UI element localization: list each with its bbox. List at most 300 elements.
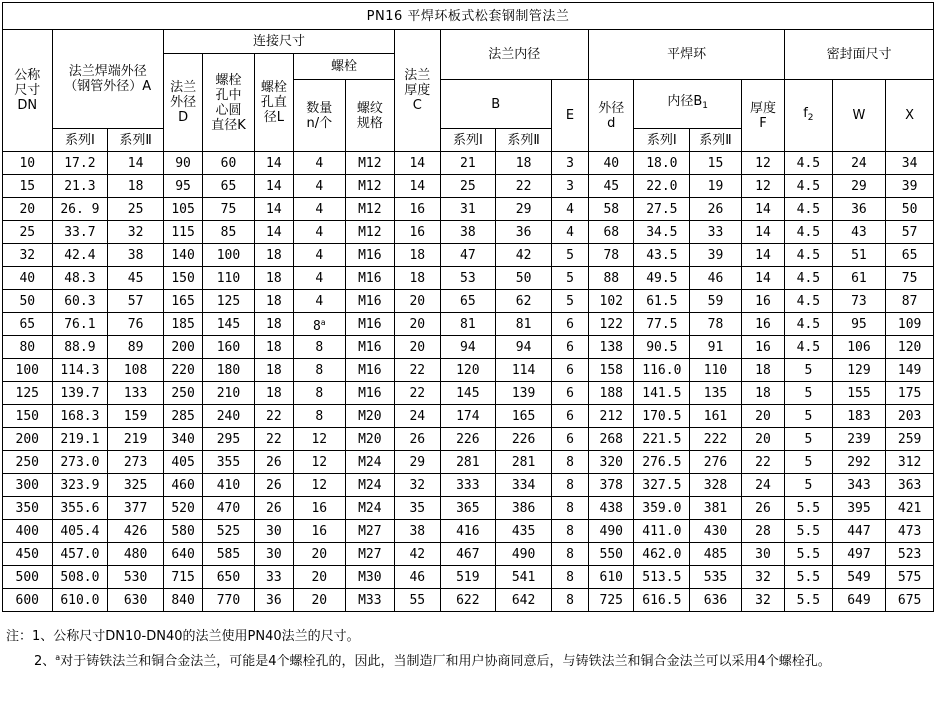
table-cell: 363	[886, 474, 934, 497]
table-cell: 421	[886, 497, 934, 520]
table-cell: 490	[589, 520, 634, 543]
table-cell: 26	[254, 474, 293, 497]
table-cell: 68	[589, 221, 634, 244]
table-cell: 28	[741, 520, 784, 543]
table-cell: 76	[108, 313, 164, 336]
table-title: PN16 平焊环板式松套钢制管法兰	[3, 3, 934, 30]
header-bolt-thread: 螺纹规格	[345, 80, 395, 152]
table-cell: 411.0	[634, 520, 690, 543]
table-cell: 45	[108, 267, 164, 290]
table-cell: 62	[496, 290, 552, 313]
note-2-prefix: 2、	[34, 654, 56, 669]
table-row	[3, 405, 934, 428]
table-cell: 725	[589, 589, 634, 612]
table-cell: 12	[293, 451, 345, 474]
table-row	[3, 175, 934, 198]
header-dn: 公称尺寸DN	[3, 30, 53, 152]
table-cell: 675	[886, 589, 934, 612]
table-cell: 18	[741, 359, 784, 382]
table-cell: 77.5	[634, 313, 690, 336]
table-cell: 33	[690, 221, 742, 244]
table-cell: 14	[741, 267, 784, 290]
table-cell: 8	[551, 543, 588, 566]
table-cell: 18	[395, 244, 440, 267]
table-cell: M20	[345, 428, 395, 451]
table-cell: 405.4	[52, 520, 108, 543]
table-cell: 110	[203, 267, 255, 290]
table-cell: 480	[108, 543, 164, 566]
table-cell: 183	[832, 405, 886, 428]
table-cell: 75	[203, 198, 255, 221]
table-cell: 12	[741, 175, 784, 198]
table-cell: 29	[496, 198, 552, 221]
table-cell: 81	[496, 313, 552, 336]
table-cell: 20	[741, 405, 784, 428]
header-f: 厚度F	[741, 80, 784, 152]
table-cell: 165	[496, 405, 552, 428]
table-cell: 22	[254, 428, 293, 451]
table-cell: 18	[254, 336, 293, 359]
table-cell: 49.5	[634, 267, 690, 290]
table-cell: 36	[254, 589, 293, 612]
table-cell: 473	[886, 520, 934, 543]
table-cell: 40	[3, 267, 53, 290]
table-cell: 462.0	[634, 543, 690, 566]
table-cell: 416	[440, 520, 496, 543]
table-cell: 16	[293, 520, 345, 543]
table-cell: 5.5	[785, 497, 832, 520]
table-cell: 24	[832, 152, 886, 175]
table-cell: 59	[690, 290, 742, 313]
table-cell: 325	[108, 474, 164, 497]
table-cell: 26	[395, 428, 440, 451]
table-cell: 21.3	[52, 175, 108, 198]
header-a-series2: 系列Ⅱ	[108, 129, 164, 152]
table-cell: 65	[886, 244, 934, 267]
table-cell: 18	[254, 313, 293, 336]
table-cell: 16	[741, 336, 784, 359]
table-cell: 715	[163, 566, 202, 589]
table-cell: 50	[496, 267, 552, 290]
table-cell: 580	[163, 520, 202, 543]
table-cell: 32	[741, 566, 784, 589]
note-1: 注：1、公称尺寸DN10-DN40的法兰使用PN40法兰的尺寸。	[6, 629, 360, 644]
table-cell: 180	[203, 359, 255, 382]
table-cell: 4.5	[785, 198, 832, 221]
header-inner: 法兰内径	[440, 30, 589, 80]
table-row	[3, 336, 934, 359]
table-cell: 18	[254, 382, 293, 405]
table-cell: 115	[163, 221, 202, 244]
header-w: W	[832, 80, 886, 152]
table-cell: 8	[551, 589, 588, 612]
table-row	[3, 474, 934, 497]
table-cell: 6	[551, 313, 588, 336]
table-cell: 78	[690, 313, 742, 336]
table-cell: 259	[886, 428, 934, 451]
table-cell: 5.5	[785, 589, 832, 612]
table-cell: 4.5	[785, 267, 832, 290]
table-cell: 5.5	[785, 543, 832, 566]
table-row	[3, 428, 934, 451]
table-cell: 4.5	[785, 244, 832, 267]
table-cell: 219.1	[52, 428, 108, 451]
table-cell: 61.5	[634, 290, 690, 313]
table-cell: M16	[345, 313, 395, 336]
table-cell: 18	[254, 267, 293, 290]
table-cell: 80	[3, 336, 53, 359]
header-b1-series2: 系列Ⅱ	[690, 129, 742, 152]
table-cell: 29	[395, 451, 440, 474]
table-cell: 100	[203, 244, 255, 267]
table-cell: M20	[345, 405, 395, 428]
table-cell: 114.3	[52, 359, 108, 382]
table-row	[3, 198, 934, 221]
table-cell: 26	[741, 497, 784, 520]
table-cell: 46	[395, 566, 440, 589]
table-cell: 333	[440, 474, 496, 497]
table-cell: 158	[589, 359, 634, 382]
table-cell: 170.5	[634, 405, 690, 428]
table-cell: 42	[496, 244, 552, 267]
table-cell: 150	[163, 267, 202, 290]
table-cell: 108	[108, 359, 164, 382]
table-cell: 33.7	[52, 221, 108, 244]
table-cell: 250	[163, 382, 202, 405]
table-cell: 114	[496, 359, 552, 382]
note-2	[6, 647, 930, 672]
table-cell: 6	[551, 382, 588, 405]
table-cell: 240	[203, 405, 255, 428]
table-cell: 168.3	[52, 405, 108, 428]
table-cell: 541	[496, 566, 552, 589]
table-cell: 102	[589, 290, 634, 313]
table-cell: 174	[440, 405, 496, 428]
table-cell: 281	[440, 451, 496, 474]
table-row	[3, 313, 934, 336]
table-cell: 21	[440, 152, 496, 175]
table-cell: 76.1	[52, 313, 108, 336]
table-row	[3, 543, 934, 566]
table-cell: 327.5	[634, 474, 690, 497]
table-cell: 4	[293, 152, 345, 175]
table-cell: 91	[690, 336, 742, 359]
table-cell: 160	[203, 336, 255, 359]
table-cell: 19	[690, 175, 742, 198]
table-cell: 90.5	[634, 336, 690, 359]
table-cell: 17.2	[52, 152, 108, 175]
table-cell: 46	[690, 267, 742, 290]
table-cell: 60.3	[52, 290, 108, 313]
table-cell: M24	[345, 474, 395, 497]
table-cell: 549	[832, 566, 886, 589]
table-cell: 133	[108, 382, 164, 405]
table-cell: 20	[293, 566, 345, 589]
table-cell: M12	[345, 175, 395, 198]
table-cell: 159	[108, 405, 164, 428]
table-cell: 616.5	[634, 589, 690, 612]
table-cell: 90	[163, 152, 202, 175]
header-b1	[634, 80, 741, 129]
table-cell: 8	[551, 474, 588, 497]
table-cell: 15	[3, 175, 53, 198]
header-l: 螺栓孔直径L	[254, 54, 293, 152]
table-cell: 125	[3, 382, 53, 405]
table-cell: 585	[203, 543, 255, 566]
table-cell: 25	[3, 221, 53, 244]
table-cell: 139	[496, 382, 552, 405]
header-x: X	[886, 80, 934, 152]
table-cell: 145	[203, 313, 255, 336]
table-cell: 381	[690, 497, 742, 520]
table-cell: 18	[496, 152, 552, 175]
table-cell: 32	[108, 221, 164, 244]
header-a-group: 法兰焊端外径（钢管外径）A	[52, 30, 163, 129]
table-cell: 435	[496, 520, 552, 543]
table-cell: 5	[785, 405, 832, 428]
table-cell: 4.5	[785, 175, 832, 198]
table-cell: 40	[589, 152, 634, 175]
table-cell: 42	[395, 543, 440, 566]
table-cell: M16	[345, 267, 395, 290]
table-cell: 5	[551, 290, 588, 313]
table-cell: 395	[832, 497, 886, 520]
table-cell: M12	[345, 221, 395, 244]
header-f2-sub: 2	[807, 112, 814, 123]
table-cell: 610	[589, 566, 634, 589]
table-cell: 4	[551, 221, 588, 244]
table-cell: 5	[785, 474, 832, 497]
table-cell: 22.0	[634, 175, 690, 198]
table-cell: M16	[345, 382, 395, 405]
table-cell: 4	[293, 244, 345, 267]
table-cell: 575	[886, 566, 934, 589]
table-cell: 20	[395, 313, 440, 336]
table-cell: 16	[293, 497, 345, 520]
table-cell: 4	[293, 267, 345, 290]
header-connection: 连接尺寸	[163, 30, 394, 54]
table-cell: 485	[690, 543, 742, 566]
table-cell: 276.5	[634, 451, 690, 474]
table-row	[3, 359, 934, 382]
table-cell: 26. 9	[52, 198, 108, 221]
table-cell: 38	[108, 244, 164, 267]
table-cell: M12	[345, 198, 395, 221]
table-cell: 4	[551, 198, 588, 221]
table-cell: 161	[690, 405, 742, 428]
table-cell: 120	[886, 336, 934, 359]
table-cell: 273	[108, 451, 164, 474]
table-cell: 18	[254, 244, 293, 267]
header-ring: 平焊环	[589, 30, 785, 80]
table-cell: M33	[345, 589, 395, 612]
table-cell: 530	[108, 566, 164, 589]
table-cell: 8	[551, 497, 588, 520]
table-cell: 276	[690, 451, 742, 474]
table-cell: 45	[589, 175, 634, 198]
table-cell: 22	[741, 451, 784, 474]
table-cell: 14	[254, 198, 293, 221]
table-cell: 34.5	[634, 221, 690, 244]
table-cell: 61	[832, 267, 886, 290]
table-cell: 8$^a$	[293, 313, 345, 336]
table-cell: M24	[345, 451, 395, 474]
table-cell: 200	[163, 336, 202, 359]
table-cell: 155	[832, 382, 886, 405]
table-cell: 87	[886, 290, 934, 313]
table-cell: 14	[741, 198, 784, 221]
table-cell: 42.4	[52, 244, 108, 267]
table-cell: 600	[3, 589, 53, 612]
table-cell: 185	[163, 313, 202, 336]
table-cell: 343	[832, 474, 886, 497]
table-cell: 20	[395, 290, 440, 313]
table-cell: 65	[440, 290, 496, 313]
table-cell: 5.5	[785, 566, 832, 589]
table-cell: 3	[551, 152, 588, 175]
table-cell: 14	[395, 175, 440, 198]
table-cell: 8	[551, 520, 588, 543]
table-cell: 650	[203, 566, 255, 589]
table-cell: 430	[690, 520, 742, 543]
table-cell: 8	[551, 451, 588, 474]
table-cell: 145	[440, 382, 496, 405]
table-cell: 125	[203, 290, 255, 313]
table-cell: 73	[832, 290, 886, 313]
footnote-mark: a	[320, 317, 326, 327]
table-cell: 32	[3, 244, 53, 267]
table-cell: 24	[741, 474, 784, 497]
table-cell: 519	[440, 566, 496, 589]
header-k: 螺栓孔中心圆直径K	[203, 54, 255, 152]
notes	[6, 626, 930, 672]
table-cell: 4.5	[785, 313, 832, 336]
table-cell: 203	[886, 405, 934, 428]
table-cell: 14	[254, 221, 293, 244]
table-cell: 100	[3, 359, 53, 382]
table-cell: 50	[3, 290, 53, 313]
table-cell: 355.6	[52, 497, 108, 520]
table-cell: 14	[741, 244, 784, 267]
table-cell: 334	[496, 474, 552, 497]
table-cell: 355	[203, 451, 255, 474]
table-cell: 106	[832, 336, 886, 359]
table-body	[3, 152, 934, 612]
table-cell: 116.0	[634, 359, 690, 382]
table-cell: 30	[254, 520, 293, 543]
flange-spec-table	[2, 2, 934, 612]
table-cell: 33	[254, 566, 293, 589]
header-b-series1: 系列Ⅰ	[440, 129, 496, 152]
table-cell: 405	[163, 451, 202, 474]
table-cell: M27	[345, 543, 395, 566]
table-cell: 5	[785, 428, 832, 451]
table-cell: 89	[108, 336, 164, 359]
table-cell: 149	[886, 359, 934, 382]
table-cell: 4	[293, 290, 345, 313]
table-cell: 328	[690, 474, 742, 497]
table-cell: 467	[440, 543, 496, 566]
table-cell: 636	[690, 589, 742, 612]
table-cell: 4.5	[785, 152, 832, 175]
note-2-text: 对于铸铁法兰和铜合金法兰，可能是4个螺栓孔的，因此，当制造厂和用户协商同意后，与铸铁法兰和铜合金法兰可以采用4个螺栓孔。	[60, 654, 831, 669]
table-cell: 5	[785, 359, 832, 382]
table-cell: 35	[395, 497, 440, 520]
table-cell: 55	[395, 589, 440, 612]
table-cell: 226	[496, 428, 552, 451]
note-2-mark: a	[55, 653, 61, 662]
table-cell: 300	[3, 474, 53, 497]
table-cell: 622	[440, 589, 496, 612]
table-cell: 378	[589, 474, 634, 497]
table-cell: 610.0	[52, 589, 108, 612]
table-cell: 20	[293, 589, 345, 612]
table-cell: 57	[108, 290, 164, 313]
table-cell: 457.0	[52, 543, 108, 566]
table-cell: 75	[886, 267, 934, 290]
table-cell: 5	[785, 451, 832, 474]
header-ring-d: 外径d	[589, 80, 634, 152]
table-cell: 535	[690, 566, 742, 589]
table-cell: 30	[741, 543, 784, 566]
table-cell: 221.5	[634, 428, 690, 451]
table-cell: 14	[108, 152, 164, 175]
table-cell: 120	[440, 359, 496, 382]
table-cell: 39	[886, 175, 934, 198]
table-cell: 5	[551, 267, 588, 290]
table-cell: 359.0	[634, 497, 690, 520]
table-cell: 6	[551, 336, 588, 359]
table-cell: 500	[3, 566, 53, 589]
table-row	[3, 290, 934, 313]
header-e: E	[551, 80, 588, 152]
table-cell: 200	[3, 428, 53, 451]
table-cell: 450	[3, 543, 53, 566]
table-cell: 27.5	[634, 198, 690, 221]
header-b-series2: 系列Ⅱ	[496, 129, 552, 152]
table-cell: M30	[345, 566, 395, 589]
table-cell: 22	[254, 405, 293, 428]
table-cell: 320	[589, 451, 634, 474]
table-cell: 292	[832, 451, 886, 474]
table-cell: 14	[741, 221, 784, 244]
header-bolt-qty: 数量n/个	[293, 80, 345, 152]
table-cell: 770	[203, 589, 255, 612]
table-cell: 312	[886, 451, 934, 474]
table-cell: 22	[395, 359, 440, 382]
table-cell: 32	[395, 474, 440, 497]
table-cell: 4.5	[785, 336, 832, 359]
table-cell: 65	[203, 175, 255, 198]
table-cell: 60	[203, 152, 255, 175]
table-cell: 5	[785, 382, 832, 405]
table-cell: 250	[3, 451, 53, 474]
table-cell: 219	[108, 428, 164, 451]
table-cell: 4	[293, 221, 345, 244]
table-cell: 135	[690, 382, 742, 405]
table-row	[3, 589, 934, 612]
table-cell: 840	[163, 589, 202, 612]
table-cell: 88	[589, 267, 634, 290]
table-cell: 5.5	[785, 520, 832, 543]
header-c: 法兰厚度C	[395, 30, 440, 152]
header-d-flange: 法兰外径D	[163, 54, 202, 152]
table-cell: 4.5	[785, 221, 832, 244]
table-cell: 140	[163, 244, 202, 267]
table-cell: 141.5	[634, 382, 690, 405]
table-cell: 22	[496, 175, 552, 198]
table-cell: 513.5	[634, 566, 690, 589]
